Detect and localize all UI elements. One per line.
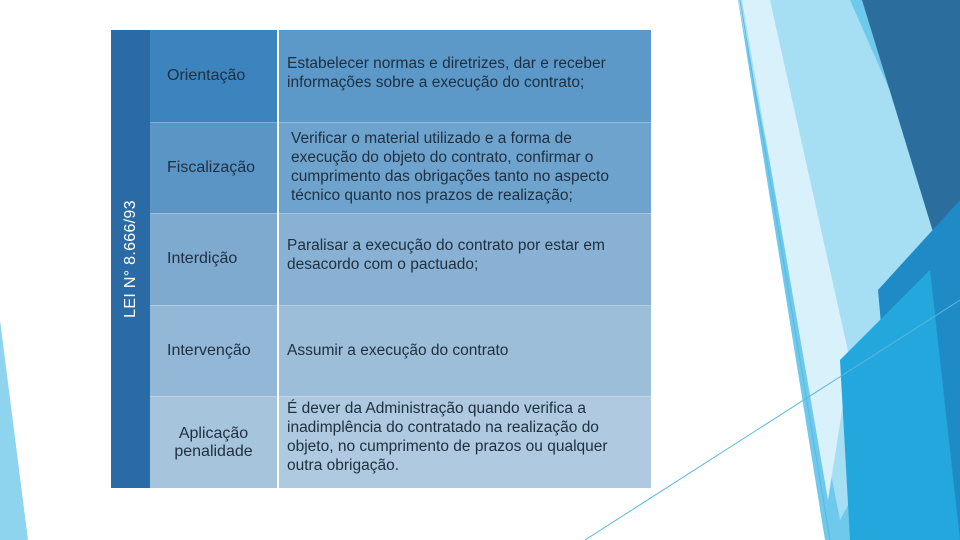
- table-row: [150, 30, 651, 122]
- row-label: Aplicação penalidade: [150, 396, 277, 488]
- side-label: LEI N° 8.666/93: [121, 200, 139, 318]
- left-accent-triangle: [0, 320, 28, 540]
- table-row: [150, 305, 651, 397]
- table-row: [150, 213, 651, 305]
- table-rows: [150, 30, 651, 488]
- row-description: É dever da Administração quando verifica a inadimplência do contratado na realização do objeto, no cumprimento de prazos ou qualquer outra obrigação.: [279, 396, 651, 488]
- table-row: [150, 396, 651, 488]
- table-row: [150, 122, 651, 214]
- row-label: Orientação: [150, 30, 277, 122]
- law-table: [111, 30, 651, 488]
- row-description: Assumir a execução do contrato: [279, 305, 651, 397]
- row-label: Interdição: [150, 213, 277, 305]
- row-description: Estabelecer normas e diretrizes, dar e receber informações sobre a execução do contrato;: [279, 30, 651, 122]
- row-description: Paralisar a execução do contrato por estar em desacordo com o pactuado;: [279, 213, 651, 305]
- row-label: Intervenção: [150, 305, 277, 397]
- side-column: [111, 30, 150, 488]
- row-description: Verificar o material utilizado e a forma de execução do objeto do contrato, confirmar o cumprimento das obrigações tanto no aspecto técnico quanto nos prazos de realização;: [279, 122, 651, 214]
- row-label: Fiscalização: [150, 122, 277, 214]
